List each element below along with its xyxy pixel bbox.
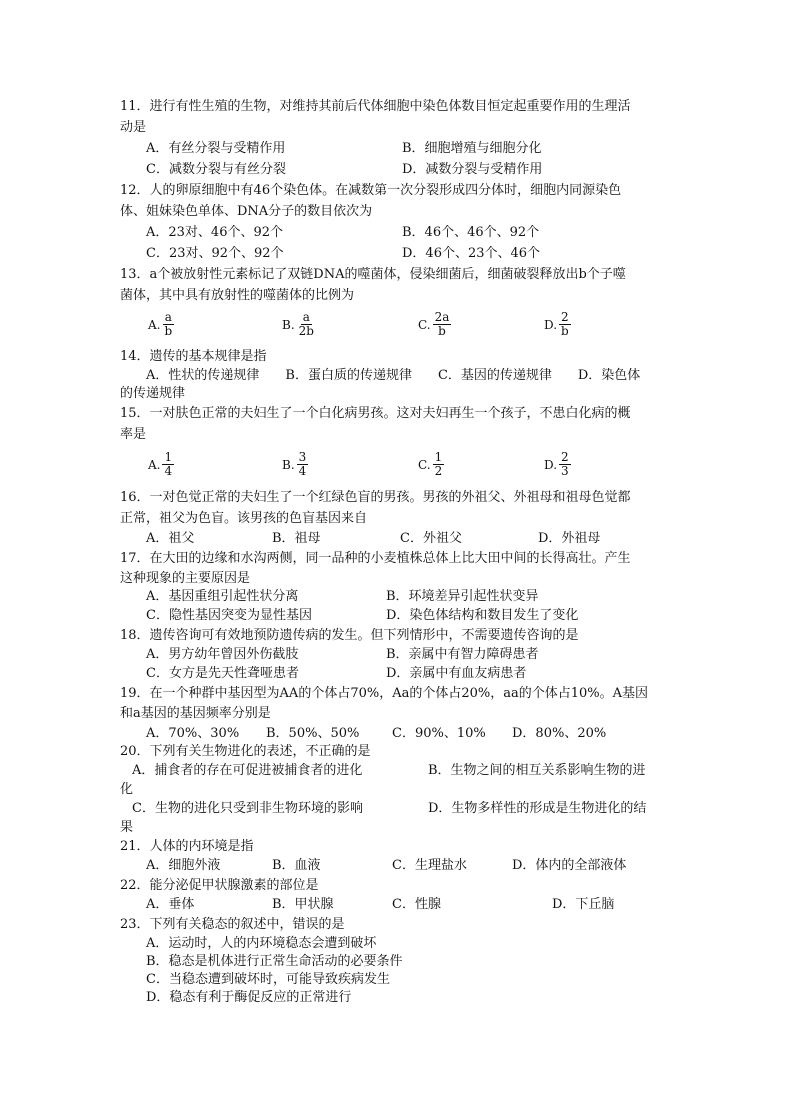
numerator: 2a (434, 310, 450, 324)
q13-option-c (418, 311, 451, 338)
q11-option-d: D．减数分裂与受精作用 (402, 162, 543, 177)
denominator: 2 (434, 464, 443, 478)
q13-option-d (544, 311, 571, 338)
denominator: 4 (164, 464, 173, 478)
denominator: 3 (561, 464, 569, 478)
q19-stem-line2: 和a基因的基因频率分别是 (120, 706, 271, 721)
q21-stem: 21．人体的内环境是指 (120, 839, 254, 854)
q15-option-c (418, 451, 444, 478)
q18-stem: 18．遗传咨询可有效地预防遗传病的发生。但下列情形中，不需要遗传咨询的是 (120, 628, 579, 643)
q21-option-d: D．体内的全部液体 (512, 858, 627, 873)
q19-option-a: A．70%、30% (146, 726, 240, 741)
q12-option-c: C．23对、92个、92个 (146, 246, 284, 261)
q19-option-b: B．50%、50% (266, 726, 360, 741)
numerator: 3 (298, 450, 307, 464)
q20-option-a: A．捕食者的存在可促进被捕食者的进化 (132, 763, 363, 778)
option-label: A. (148, 317, 161, 332)
q11-option-a: A．有丝分裂与受精作用 (146, 141, 286, 156)
q15-option-d (544, 451, 571, 478)
q23-option-c: C．当稳态遭到破坏时，可能导致疾病发生 (146, 972, 390, 987)
q11-option-c: C．减数分裂与有丝分裂 (146, 162, 286, 177)
q17-option-d: D．染色体结构和数目发生了变化 (386, 608, 579, 623)
fraction (162, 451, 174, 478)
q17-stem-line1: 17．在大田的边缘和水沟两侧，同一品种的小麦植株总体上比大田中间的长得高壮。产生 (120, 551, 631, 566)
q20-stem: 20．下列有关生物进化的表述，不正确的是 (120, 744, 371, 759)
q12-option-b: B．46个、46个、92个 (402, 225, 540, 240)
option-label: A. (148, 457, 161, 472)
numerator: 2 (561, 310, 569, 324)
fraction (433, 311, 452, 338)
q18-option-d: D．亲属中有血友病患者 (386, 666, 527, 681)
fraction (559, 451, 571, 478)
q15-stem-line2: 率是 (120, 427, 147, 442)
numerator: 1 (434, 450, 443, 464)
q15-stem-line1: 15．一对肤色正常的夫妇生了一个白化病男孩。这对夫妇再生一个孩子，不患白化病的概 (120, 406, 631, 421)
q22-option-c: C．性腺 (392, 897, 441, 912)
q23-option-b: B．稳态是机体进行正常生命活动的必要条件 (146, 954, 403, 969)
numerator: a (302, 310, 310, 324)
q16-option-d: D．外祖母 (538, 531, 601, 546)
q11-stem-line1: 11．进行有性生殖的生物，对维持其前后代体细胞中染色体数目恒定起重要作用的生理活 (120, 99, 631, 114)
fraction (297, 451, 309, 478)
q13-stem-line1: 13．a个被放射性元素标记了双链DNA的噬菌体，侵染细菌后，细菌破裂释放出b个子噬 (120, 267, 626, 282)
q18-option-c: C．女方是先天性聋哑患者 (146, 666, 299, 681)
q22-option-a: A．垂体 (146, 897, 195, 912)
q11-stem-line2: 动是 (120, 120, 147, 135)
option-label: D. (544, 317, 558, 332)
q14-options-cont: 的传递规律 (120, 386, 186, 401)
q13-stem-line2: 菌体，其中具有放射性的噬菌体的比例为 (120, 288, 355, 303)
fraction (559, 311, 571, 338)
denominator: 2b (298, 324, 314, 338)
q22-option-d: D．下丘脑 (552, 897, 615, 912)
q19-option-d: D．80%、20% (512, 726, 607, 741)
q14-stem: 14．遗传的基本规律是指 (120, 349, 267, 364)
fraction (433, 451, 445, 478)
option-label: B. (282, 317, 295, 332)
q21-option-b: B．血液 (272, 858, 321, 873)
q19-stem-line1: 19．在一个种群中基因型为AA的个体占70%，Aa的个体占20%，aa的个体占10%。A基因 (120, 686, 649, 701)
q23-stem: 23．下列有关稳态的叙述中，错误的是 (120, 917, 345, 932)
q12-stem-line1: 12．人的卵原细胞中有46个染色体。在减数第一次分裂形成四分体时，细胞内同源染色 (120, 183, 622, 198)
q16-stem-line2: 正常，祖父为色盲。该男孩的色盲基因来自 (120, 511, 368, 526)
q11-option-b: B．细胞增殖与细胞分化 (402, 141, 542, 156)
q22-stem: 22．能分泌促甲状腺激素的部位是 (120, 878, 319, 893)
q18-option-b: B．亲属中有智力障碍患者 (386, 647, 539, 662)
denominator: 4 (298, 464, 307, 478)
q16-stem-line1: 16．一对色觉正常的夫妇生了一个红绿色盲的男孩。男孩的外祖父、外祖母和祖母色觉都 (120, 490, 631, 505)
q20-option-b: B．生物之间的相互关系影响生物的进 (428, 763, 646, 778)
denominator: b (561, 324, 569, 338)
q20-option-c: C．生物的进化只受到非生物环境的影响 (132, 801, 363, 816)
fraction (162, 311, 174, 338)
q20-option-b-cont: 化 (120, 782, 134, 797)
option-label: C. (418, 317, 431, 332)
q19-option-c: C．90%、10% (392, 726, 486, 741)
q12-option-d: D．46个、23个、46个 (402, 246, 541, 261)
q20-option-d: D．生物多样性的形成是生物进化的结 (428, 801, 647, 816)
q23-option-a: A．运动时，人的内环境稳态会遭到破坏 (146, 936, 377, 951)
q23-option-d: D．稳态有利于酶促反应的正常进行 (146, 990, 352, 1005)
q20-option-d-cont: 果 (120, 820, 134, 835)
numerator: 2 (561, 450, 569, 464)
denominator: b (164, 324, 173, 338)
numerator: 1 (164, 450, 173, 464)
q22-option-b: B．甲状腺 (272, 897, 334, 912)
q17-option-a: A．基因重组引起性状分离 (146, 589, 299, 604)
q16-option-b: B．祖母 (272, 531, 321, 546)
q13-option-b (282, 311, 316, 338)
q13-option-a (148, 311, 174, 338)
q16-option-a: A．祖父 (146, 531, 195, 546)
q12-option-a: A．23对、46个、92个 (146, 225, 284, 240)
q12-stem-line2: 体、姐妹染色单体、DNA分子的数目依次为 (120, 204, 373, 219)
q16-option-c: C．外祖父 (400, 531, 462, 546)
option-label: D. (544, 457, 558, 472)
q17-option-c: C．隐性基因突变为显性基因 (146, 608, 312, 623)
q17-stem-line2: 这种现象的主要原因是 (120, 571, 251, 586)
option-label: B. (282, 457, 295, 472)
q14-options: A．性状的传递规律 B．蛋白质的传递规律 C．基因的传递规律 D．染色体 (146, 368, 641, 383)
q21-option-c: C．生理盐水 (392, 858, 467, 873)
q17-option-b: B．环境差异引起性状变异 (386, 589, 539, 604)
q15-option-b (282, 451, 308, 478)
numerator: a (164, 310, 172, 324)
option-label: C. (418, 457, 431, 472)
fraction (297, 311, 316, 338)
denominator: b (438, 324, 446, 338)
q18-option-a: A．男方幼年曾因外伤截肢 (146, 647, 299, 662)
q21-option-a: A．细胞外液 (146, 858, 221, 873)
q15-option-a (148, 451, 174, 478)
